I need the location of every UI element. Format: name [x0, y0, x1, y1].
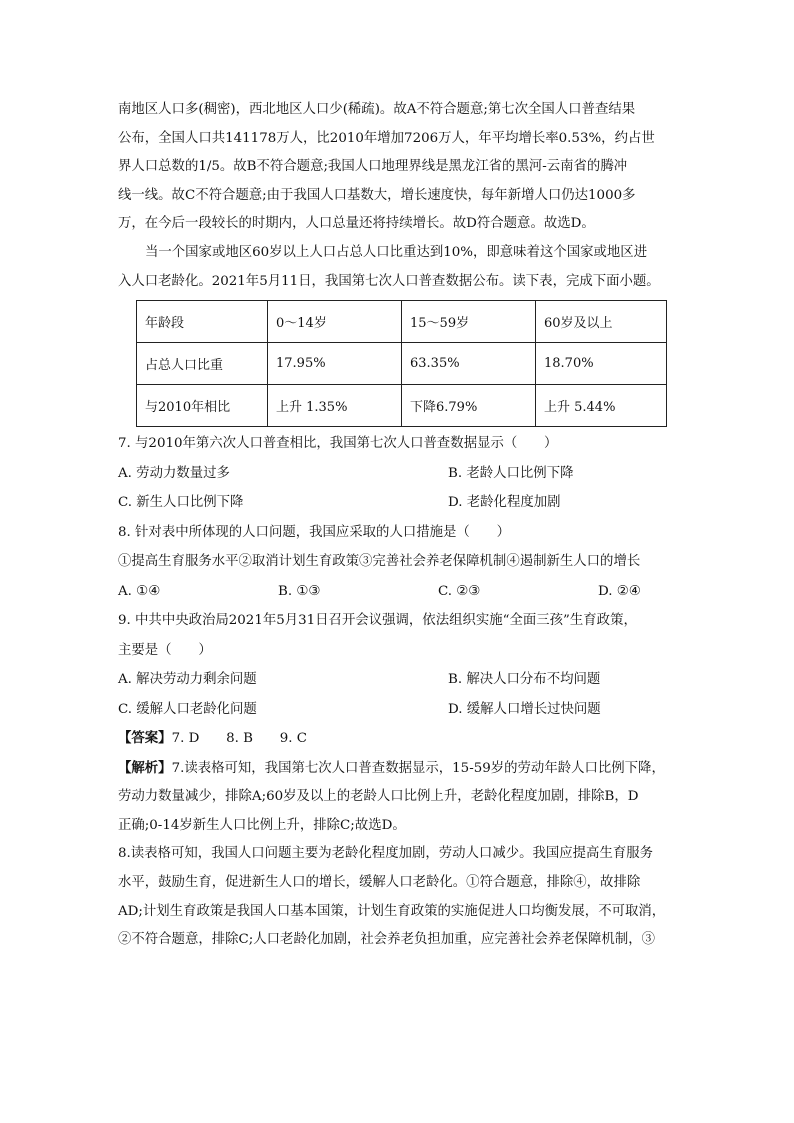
question-stem: 主要是（ ） — [118, 642, 212, 658]
table-cell: 63.35% — [402, 343, 536, 385]
option-d: D. 老龄化程度加剧 — [448, 495, 561, 511]
text-line: ②不符合题意，排除C;人口老龄化加剧，社会养老负担加重，应完善社会养老保障机制，③ — [118, 932, 655, 948]
table-cell: 18.70% — [536, 343, 667, 385]
answer-text: 7. D 8. B 9. C — [171, 731, 308, 747]
option-d: D. ②④ — [598, 583, 641, 599]
text-line: 8.读表格可知，我国人口问题主要为老龄化程度加剧，劳动人口减少。我国应提高生育服务 — [118, 846, 654, 862]
population-table — [136, 300, 667, 427]
analysis-text: 7.读表格可知，我国第七次人口普查数据显示，15-59岁的劳动年龄人口比例下降， — [171, 760, 665, 776]
option-b: B. 解决人口分布不均问题 — [448, 672, 601, 688]
text-line: 万，在今后一段较长的时期内，人口总量还将持续增长。故D符合题意。故选D。 — [118, 216, 595, 232]
option-d: D. 缓解人口增长过快问题 — [448, 701, 601, 717]
text-line: 劳动力数量减少，排除A;60岁及以上的老龄人口比例上升，老龄化程度加剧，排除B，D — [118, 789, 639, 805]
table-header-cell: 年龄段 — [137, 301, 268, 343]
text-line: 水平，鼓励生育，促进新生人口的增长，缓解人口老龄化。①符合题意，排除④，故排除 — [118, 875, 641, 891]
question-stem: 9. 中共中央政治局2021年5月31日召开会议强调，依法组织实施“全面三孩”生育政策， — [118, 613, 637, 629]
question-9 — [118, 606, 678, 724]
text-line: AD;计划生育政策是我国人口基本国策，计划生育政策的实施促进人口均衡发展，不可取消， — [118, 903, 666, 919]
table-header-cell: 15～59岁 — [402, 301, 536, 343]
option-row — [118, 459, 678, 489]
table-cell: 17.95% — [268, 343, 402, 385]
option-a: A. ①④ — [118, 583, 161, 599]
table-row — [137, 385, 667, 427]
table-row — [137, 343, 667, 385]
text-line: 当一个国家或地区60岁以上人口占总人口比重达到10%，即意味着这个国家或地区进 — [145, 244, 648, 260]
analysis-first-line — [118, 754, 678, 784]
text-line: 正确;0-14岁新生人口比例上升，排除C;故选D。 — [118, 817, 406, 833]
table-cell: 下降6.79% — [402, 385, 536, 427]
table-header-cell: 60岁及以上 — [536, 301, 667, 343]
answer-line — [118, 724, 678, 754]
option-row — [118, 695, 678, 725]
answer-tag: 【答案】 — [118, 730, 172, 747]
text-line: 南地区人口多(稠密)，西北地区人口少(稀疏)。故A不符合题意;第七次全国人口普查结果 — [118, 102, 636, 117]
question-stem: 8. 针对表中所体现的人口问题，我国应采取的人口措施是（ ） — [118, 524, 510, 540]
text-line: 线一线。故C不符合题意;由于我国人口基数大，增长速度快，每年新增人口仍达1000多 — [118, 187, 636, 203]
text-line: 界人口总数的1/5。故B不符合题意;我国人口地理界线是黑龙江省的黑河-云南省的腾冲 — [118, 159, 628, 175]
option-row — [118, 577, 678, 607]
option-c: C. ②③ — [438, 583, 481, 599]
option-row — [118, 488, 678, 518]
passage-paragraph — [118, 239, 678, 296]
table-header-cell: 0～14岁 — [268, 301, 402, 343]
option-c: C. 缓解人口老龄化问题 — [118, 701, 257, 717]
table-cell: 与2010年相比 — [137, 385, 268, 427]
table-cell: 上升 5.44% — [536, 385, 667, 427]
table-cell: 占总人口比重 — [137, 343, 268, 385]
option-a: A. 劳动力数量过多 — [118, 465, 230, 481]
option-a: A. 解决劳动力剩余问题 — [118, 672, 257, 688]
option-c: C. 新生人口比例下降 — [118, 495, 244, 511]
intro-paragraph — [118, 96, 678, 239]
table-cell: 上升 1.35% — [268, 385, 402, 427]
option-b: B. 老龄人口比例下降 — [448, 465, 574, 481]
table-header-row — [137, 301, 667, 343]
document-page — [118, 96, 678, 955]
question-7 — [118, 429, 678, 518]
question-stem: 7. 与2010年第六次人口普查相比，我国第七次人口普查数据显示（ ） — [118, 436, 558, 452]
text-line: 公布，全国人口共141178万人，比2010年增加7206万人，年平均增长率0.53%，约占世 — [118, 130, 655, 146]
option-b: B. ①③ — [278, 583, 321, 599]
analysis-section — [118, 754, 678, 955]
analysis-tag: 【解析】 — [118, 759, 172, 776]
option-row — [118, 665, 678, 695]
question-statements: ①提高生育服务水平②取消计划生育政策③完善社会养老保障机制④遏制新生人口的增长 — [118, 554, 641, 570]
question-8 — [118, 518, 678, 607]
text-line: 入人口老龄化。2021年5月11日，我国第七次人口普查数据公布。读下表，完成下面小题。 — [118, 273, 660, 289]
